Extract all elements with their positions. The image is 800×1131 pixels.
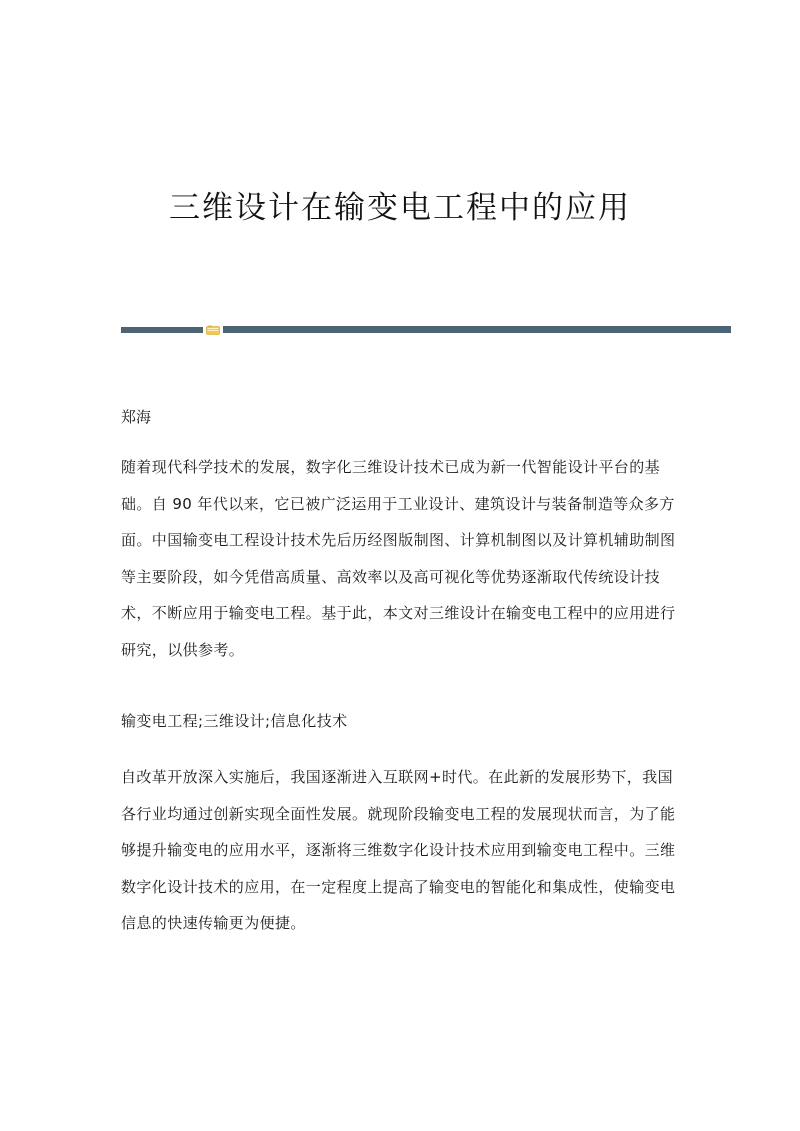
title-divider: [121, 326, 731, 334]
abstract-paragraph: 随着现代科学技术的发展，数字化三维设计技术已成为新一代智能设计平台的基础。自 90 年代以来，它已被广泛运用于工业设计、建筑设计与装备制造等众多方面。中国输变电工程设计技术先后历经图版制图、计算机制图以及计算机辅助制图等主要阶段，如今凭借高质量、高效率以及高可视化等优势逐渐取代传统设计技术，不断应用于输变电工程。基于此，本文对三维设计在输变电工程中的应用进行研究，以供参考。: [121, 458, 676, 659]
keywords-line: 输变电工程;三维设计;信息化技术: [121, 712, 348, 730]
author-name: 郑海: [121, 408, 152, 426]
divider-bar-left: [121, 327, 203, 333]
folder-icon: [206, 325, 220, 335]
divider-bar-right: [223, 326, 731, 333]
document-title: 三维设计在输变电工程中的应用: [169, 190, 631, 226]
body-paragraph: 自改革开放深入实施后，我国逐渐进入互联网+时代。在此新的发展形势下，我国各行业均通过创新实现全面性发展。就现阶段输变电工程的发展现状而言，为了能够提升输变电的应用水平，逐渐将三维数字化设计技术应用到输变电工程中。三维数字化设计技术的应用，在一定程度上提高了输变电的智能化和集成性，使输变电信息的快速传输更为便捷。: [121, 768, 676, 932]
